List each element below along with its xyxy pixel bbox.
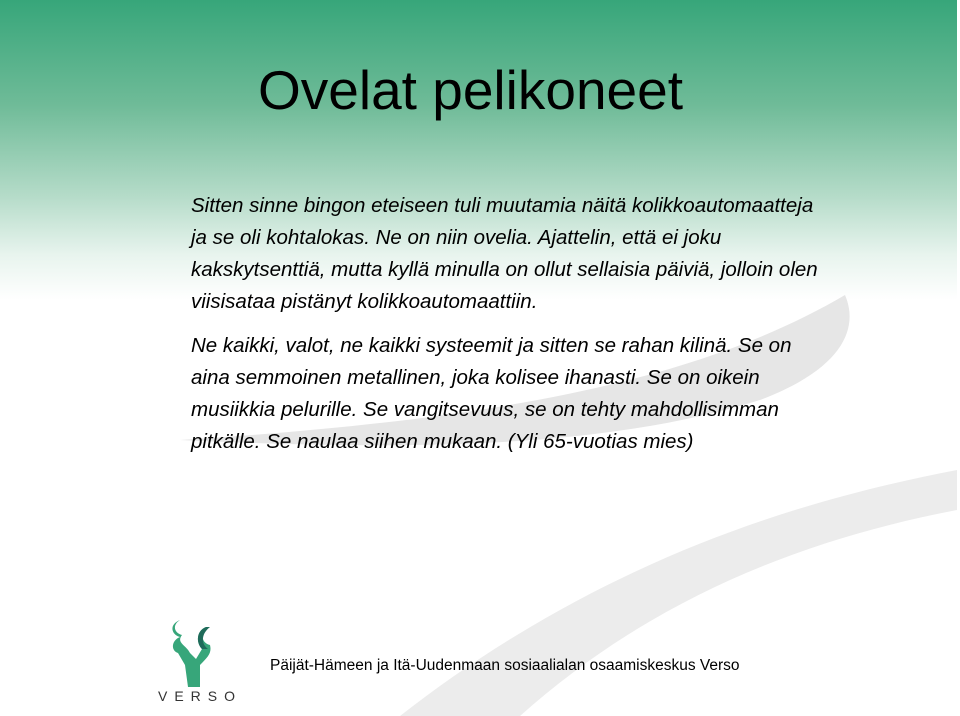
slide-footer: Päijät-Hämeen ja Itä-Uudenmaan sosiaalialan osaamiskeskus Verso: [270, 657, 740, 674]
svg-text:VERSO: VERSO: [157, 688, 243, 704]
quote-paragraph: Sitten sinne bingon eteiseen tuli muutamia näitä kolikkoautomaatteja ja se oli kohtalokas. Ne on niin ovelia. Ajattelin, että ei joku kakskytsenttiä, mutta kyllä minulla on ollut sellaisia päiviä, jolloin olen viisisataa pistänyt kolikkoautomaattiin.: [191, 194, 818, 313]
quote-paragraph: Ne kaikki, valot, ne kaikki systeemit ja sitten se rahan kilinä. Se on aina semmoinen metallinen, joka kolisee ihanasti. Se on oikein musiikkia pelurille. Se vangitsevuus, se on tehty mahdollisimman pitkälle. Se naulaa siihen mukaan. (Yli 65-vuotias mies): [191, 334, 792, 453]
slide-body: [191, 190, 831, 470]
verso-logo: [150, 615, 250, 705]
slide-title: Ovelat pelikoneet: [258, 59, 683, 121]
